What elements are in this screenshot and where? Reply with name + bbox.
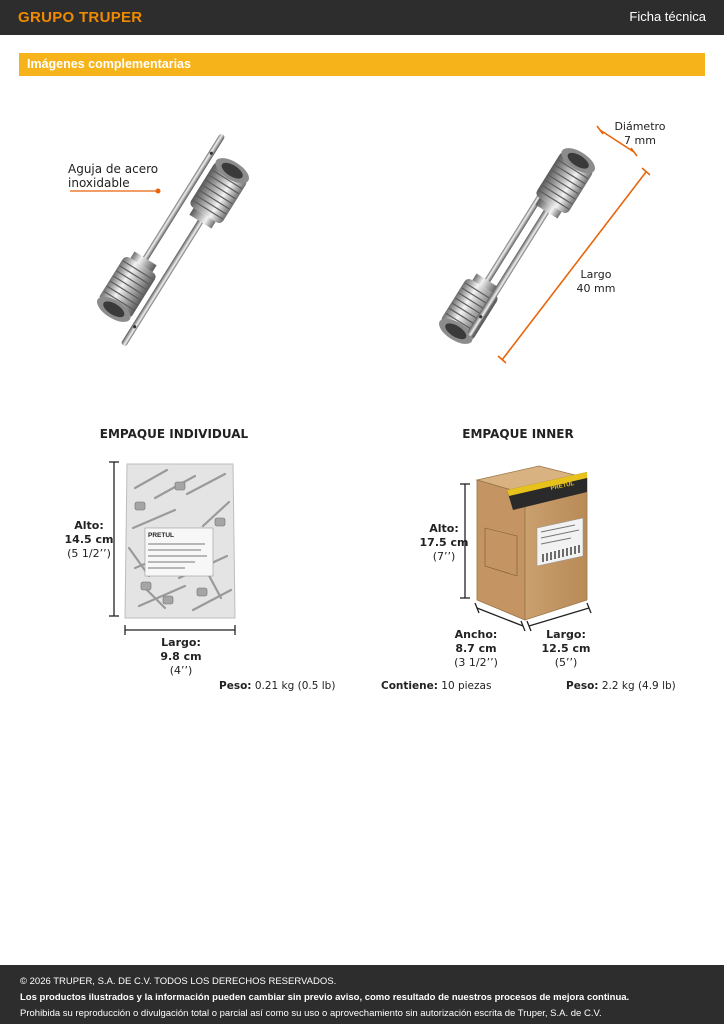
length-title: Largo	[580, 268, 612, 281]
individual-pack-heading: EMPAQUE INDIVIDUAL	[99, 427, 249, 441]
inner-weight-label: Peso:	[566, 680, 599, 692]
individual-length-label	[146, 636, 216, 678]
needle-label-line2: inoxidable	[68, 176, 130, 190]
individual-height-cm: 14.5 cm	[64, 533, 114, 546]
footer-notice: Los productos ilustrados y la información pueden cambiar sin previo aviso, como resultado de nuestros procesos de mejora continua.	[20, 992, 630, 1003]
inner-pack-heading: EMPAQUE INNER	[462, 427, 574, 441]
needles-image-left	[30, 120, 330, 360]
section-header	[19, 53, 705, 76]
length-label	[574, 268, 618, 296]
inner-height-label	[414, 522, 474, 564]
inner-width-title: Ancho:	[454, 628, 498, 641]
inner-weight-value: 2.2 kg (4.9 lb)	[601, 680, 676, 692]
footer-prohibition: Prohibida su reproducción o divulgación total o parcial así como su uso o aprovechamiento sin autorización escrita de Truper, S.A. de C.V.	[20, 1008, 602, 1019]
diameter-title: Diámetro	[614, 120, 666, 133]
inner-pack-image	[455, 458, 605, 628]
box-brand: PRETUL	[550, 481, 575, 492]
section-title: Imágenes complementarias	[27, 57, 191, 71]
individual-height-title: Alto:	[74, 519, 104, 532]
inner-width-cm: 8.7 cm	[455, 642, 497, 655]
inner-height-in: (7’’)	[432, 550, 456, 563]
inner-width-label	[446, 628, 506, 670]
footer	[0, 965, 724, 1024]
inner-height-cm: 17.5 cm	[419, 536, 469, 549]
inner-contents	[381, 680, 491, 692]
inner-contents-value: 10 piezas	[441, 680, 492, 692]
inner-contents-label: Contiene:	[381, 680, 438, 692]
brand-logo: GRUPO TRUPER	[18, 9, 143, 26]
diameter-value: 7 mm	[624, 134, 656, 147]
inner-weight	[566, 680, 676, 692]
inner-length-in: (5’’)	[554, 656, 578, 669]
needles-image-right	[378, 110, 678, 370]
individual-height-label	[54, 519, 124, 561]
individual-length-in: (4’’)	[169, 664, 193, 677]
footer-copyright: © 2026 TRUPER, S.A. DE C.V. TODOS LOS DERECHOS RESERVADOS.	[20, 976, 337, 987]
individual-weight	[219, 680, 335, 692]
individual-weight-value: 0.21 kg (0.5 lb)	[254, 680, 336, 692]
inner-width-in: (3 1/2’’)	[454, 656, 498, 669]
bag-brand: PRETUL	[148, 532, 174, 539]
document-type: Ficha técnica	[629, 9, 706, 24]
needle-material-label	[68, 162, 158, 190]
individual-length-title: Largo:	[161, 636, 201, 649]
individual-height-in: (5 1/2’’)	[67, 547, 111, 560]
individual-weight-label: Peso:	[219, 680, 252, 692]
inner-height-title: Alto:	[429, 522, 459, 535]
inner-length-cm: 12.5 cm	[541, 642, 591, 655]
inner-length-title: Largo:	[546, 628, 586, 641]
diameter-label	[608, 120, 672, 148]
needle-label-line1: Aguja de acero	[68, 162, 159, 176]
header-bar	[0, 0, 724, 35]
individual-pack-image	[105, 458, 245, 638]
length-value: 40 mm	[576, 282, 616, 295]
individual-length-cm: 9.8 cm	[160, 650, 202, 663]
inner-length-label	[536, 628, 596, 670]
